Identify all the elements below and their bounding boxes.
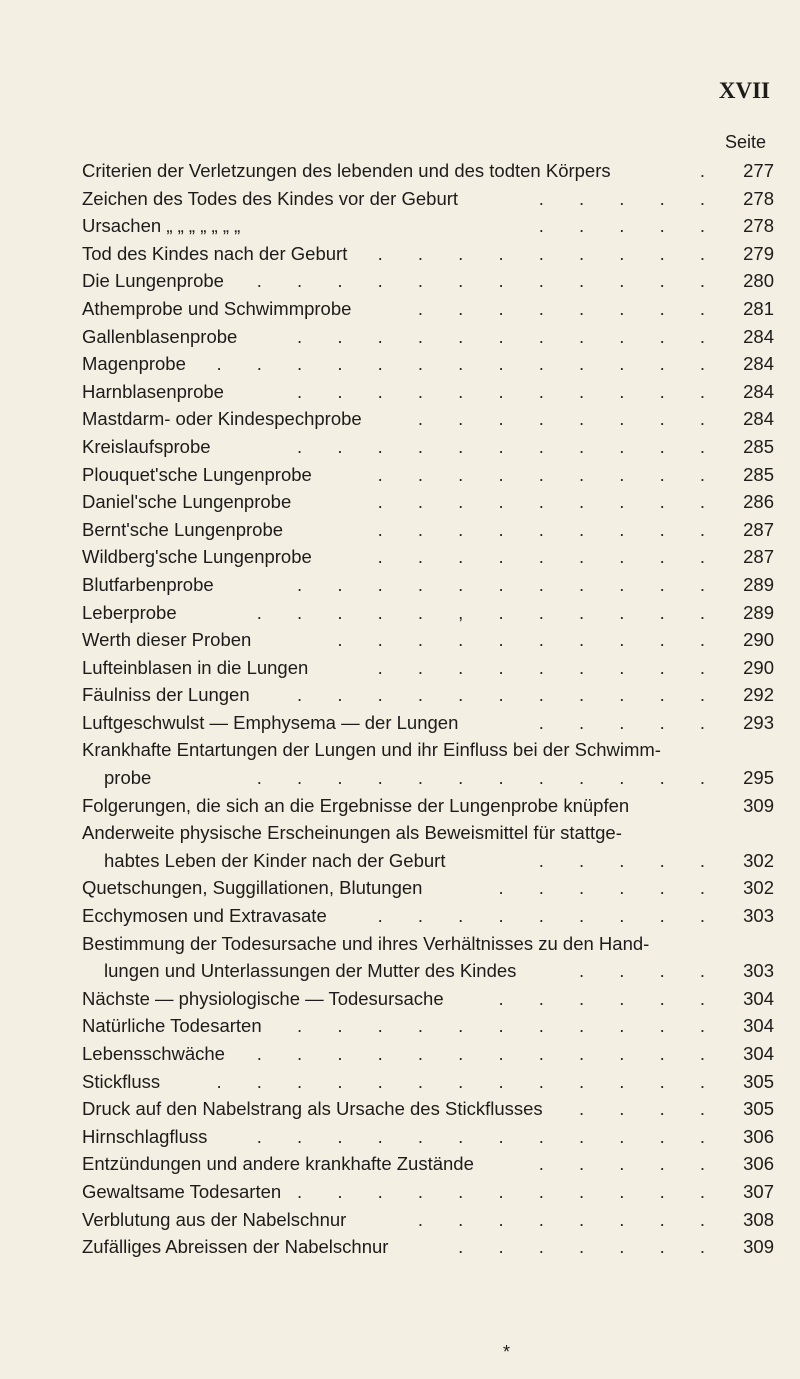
toc-entry xyxy=(82,985,774,1013)
toc-entry-page: 292 xyxy=(743,684,774,706)
toc-leader-dots: . . . . . xyxy=(538,187,720,209)
toc-entry-title: lungen und Unterlassungen der Mutter des Kindes xyxy=(104,960,517,982)
toc-entry xyxy=(82,323,774,351)
toc-entry-title: Magenprobe xyxy=(82,353,186,375)
toc-entry xyxy=(82,461,774,489)
toc-entry-title: Anderweite physische Erscheinungen als Beweismittel für stattge- xyxy=(82,822,622,844)
toc-entry-title: probe xyxy=(104,767,152,789)
toc-entry-title: Verblutung aus der Nabelschnur xyxy=(82,1208,347,1230)
toc-entry-page: 289 xyxy=(743,601,774,623)
toc-leader-dots: . . . . . xyxy=(538,849,720,871)
toc-entry-title: habtes Leben der Kinder nach der Geburt xyxy=(104,849,446,871)
toc-entry-title: Fäulniss der Lungen xyxy=(82,684,250,706)
toc-entry-title: Kreislaufsprobe xyxy=(82,435,211,457)
toc-leader-dots: . . . . . xyxy=(538,711,720,733)
toc-entry-title: Ursachen „ „ „ „ „ „ „ xyxy=(82,215,241,237)
toc-entry xyxy=(82,874,774,902)
toc-leader-dots: . . . . . . . . . xyxy=(377,656,720,678)
toc-entry xyxy=(82,516,774,544)
toc-entry-page: 293 xyxy=(743,711,774,733)
toc-leader-dots: . . . . . . . . . xyxy=(377,463,720,485)
toc-entry-title: Stickfluss xyxy=(82,1070,161,1092)
toc-leader-dots: . . . . xyxy=(579,1098,720,1120)
toc-entry xyxy=(82,681,774,709)
toc-entry-page: 308 xyxy=(743,1208,774,1230)
toc-entry xyxy=(82,378,774,406)
toc-leader-dots: . . . . xyxy=(579,960,720,982)
toc-leader-dots: . . . . . . . . . . . . . xyxy=(216,1070,720,1092)
toc-entry-page: 286 xyxy=(743,491,774,513)
toc-entry-title: Tod des Kindes nach der Geburt xyxy=(82,242,348,264)
toc-entry xyxy=(82,1233,774,1261)
toc-entry xyxy=(82,819,774,847)
toc-entry xyxy=(82,1206,774,1234)
table-of-contents xyxy=(82,157,774,1261)
toc-leader-dots: . . . . . . . . . . . xyxy=(297,380,720,402)
toc-entry-page: 295 xyxy=(743,767,774,789)
toc-leader-dots: . . . . . . . . . . . . xyxy=(256,1125,720,1147)
toc-entry xyxy=(82,1040,774,1068)
toc-leader-dots: . . . . . . . . xyxy=(417,408,720,430)
toc-entry-page: 278 xyxy=(743,215,774,237)
toc-entry xyxy=(82,902,774,930)
toc-entry-page: 284 xyxy=(743,408,774,430)
toc-entry-page: 309 xyxy=(743,1236,774,1258)
toc-entry-title: Quetschungen, Suggillationen, Blutungen xyxy=(82,877,423,899)
toc-entry-title: Hirnschlagfluss xyxy=(82,1125,208,1147)
toc-entry-page: 309 xyxy=(743,794,774,816)
toc-entry-page: 303 xyxy=(743,905,774,927)
toc-leader-dots: . . . . . . . . . . . xyxy=(297,684,720,706)
toc-entry-page: 303 xyxy=(743,960,774,982)
toc-entry-page: 290 xyxy=(743,656,774,678)
toc-entry xyxy=(82,599,774,627)
toc-leader-dots: . . . . . . . . . xyxy=(377,242,720,264)
toc-entry-page: 305 xyxy=(743,1070,774,1092)
toc-entry-title: Lufteinblasen in die Lungen xyxy=(82,656,309,678)
toc-leader-dots: . . . . . . . . xyxy=(417,1208,720,1230)
toc-entry-title: Zufälliges Abreissen der Nabelschnur xyxy=(82,1236,389,1258)
toc-entry xyxy=(82,736,774,764)
toc-entry-page: 279 xyxy=(743,242,774,264)
toc-leader-dots: . . . . . . . . . . . xyxy=(297,325,720,347)
toc-leader-dots: . . . . . . . . . . . xyxy=(297,573,720,595)
toc-entry-title: Blutfarbenprobe xyxy=(82,573,214,595)
toc-leader-dots: . . . . . , . . . . . . xyxy=(256,601,720,623)
toc-leader-dots: . xyxy=(699,160,720,181)
toc-leader-dots: . . . . . . . . . xyxy=(377,546,720,568)
toc-entry-page: 302 xyxy=(743,877,774,899)
toc-entry-title: Folgerungen, die sich an die Ergebnisse der Lungenprobe knüpfen xyxy=(82,794,630,816)
toc-entry-title: Gewaltsame Todesarten xyxy=(82,1180,282,1202)
toc-entry xyxy=(82,792,774,820)
toc-entry-page: 304 xyxy=(743,1043,774,1064)
toc-entry xyxy=(82,212,774,240)
toc-entry-title: Bernt'sche Lungenprobe xyxy=(82,518,284,540)
toc-leader-dots: . . . . . . . . . . . xyxy=(297,1180,720,1202)
toc-entry xyxy=(82,433,774,461)
toc-leader-dots: . . . . . . . . . . . . . xyxy=(216,353,720,375)
toc-leader-dots: . . . . . . . . . xyxy=(377,491,720,513)
toc-entry-title: Entzündungen und andere krankhafte Zustände xyxy=(82,1153,474,1175)
toc-entry-page: 304 xyxy=(743,1015,774,1037)
toc-leader-dots: . . . . . . . . . xyxy=(377,518,720,540)
toc-entry xyxy=(82,267,774,295)
toc-entry-title: Zeichen des Todes des Kindes vor der Geburt xyxy=(82,187,459,209)
toc-leader-dots: . . . . . . . . . xyxy=(377,905,720,927)
toc-leader-dots: . . . . . . . . . . . xyxy=(297,1015,720,1037)
toc-entry-title: Criterien der Verletzungen des lebenden und des todten Körpers xyxy=(82,160,611,181)
toc-entry xyxy=(82,295,774,323)
toc-entry xyxy=(82,1150,774,1178)
toc-entry xyxy=(82,957,774,985)
toc-entry-page: 304 xyxy=(743,987,774,1009)
toc-entry-page: 287 xyxy=(743,546,774,568)
toc-entry xyxy=(82,654,774,682)
toc-entry-page: 281 xyxy=(743,297,774,319)
toc-leader-dots: . . . . . . . . . . . . xyxy=(256,270,720,292)
toc-entry-title: Ecchymosen und Extravasate xyxy=(82,905,327,927)
toc-entry xyxy=(82,847,774,875)
toc-entry-page: 305 xyxy=(743,1098,774,1120)
toc-entry xyxy=(82,1095,774,1123)
toc-entry-title: Harnblasenprobe xyxy=(82,380,224,402)
toc-entry-page: 284 xyxy=(743,353,774,375)
page-column-header: Seite xyxy=(724,132,766,152)
toc-entry-title: Krankhafte Entartungen der Lungen und ihr Einfluss bei der Schwimm- xyxy=(82,739,661,761)
toc-entry-page: 280 xyxy=(743,270,774,292)
toc-entry xyxy=(82,1068,774,1096)
toc-entry-page: 290 xyxy=(743,629,774,651)
toc-entry xyxy=(82,1123,774,1151)
toc-entry-title: Plouquet'sche Lungenprobe xyxy=(82,463,312,485)
toc-entry-page: 306 xyxy=(743,1153,774,1175)
toc-entry-title: Daniel'sche Lungenprobe xyxy=(82,491,292,513)
toc-entry-title: Gallenblasenprobe xyxy=(82,325,238,347)
toc-entry xyxy=(82,930,774,958)
toc-entry-page: 307 xyxy=(743,1180,774,1202)
toc-entry-title: Leberprobe xyxy=(82,601,177,623)
toc-entry-page: 284 xyxy=(743,325,774,347)
toc-entry-title: Nächste — physiologische — Todesursache xyxy=(82,987,444,1009)
toc-entry xyxy=(82,571,774,599)
toc-entry-title: Athemprobe und Schwimmprobe xyxy=(82,297,352,319)
toc-entry-title: Wildberg'sche Lungenprobe xyxy=(82,546,312,568)
toc-entry xyxy=(82,1012,774,1040)
toc-entry xyxy=(82,488,774,516)
toc-entry-page: 278 xyxy=(743,187,774,209)
toc-entry xyxy=(82,543,774,571)
toc-entry-page: 289 xyxy=(743,573,774,595)
toc-entry-title: Natürliche Todesarten xyxy=(82,1015,262,1037)
toc-entry-title: Mastdarm- oder Kindespechprobe xyxy=(82,408,362,430)
toc-leader-dots: . . . . . . xyxy=(498,877,720,899)
toc-entry-page: 302 xyxy=(743,849,774,871)
toc-entry xyxy=(82,405,774,433)
toc-entry-title: Bestimmung der Todesursache und ihres Verhältnisses zu den Hand- xyxy=(82,932,650,954)
signature-mark: * xyxy=(503,1342,511,1362)
toc-entry xyxy=(82,626,774,654)
toc-leader-dots: . . . . . . xyxy=(498,987,720,1009)
toc-leader-dots: . . . . . . . . xyxy=(417,297,720,319)
toc-entry-page: 285 xyxy=(743,435,774,457)
toc-entry xyxy=(82,764,774,792)
toc-entry-page: 285 xyxy=(743,463,774,485)
toc-entry-title: Luftgeschwulst — Emphysema — der Lungen xyxy=(82,711,459,733)
toc-entry xyxy=(82,240,774,268)
toc-leader-dots: . . . . . . . . . . . . xyxy=(256,1043,720,1064)
toc-entry-page: 287 xyxy=(743,518,774,540)
toc-entry xyxy=(82,1178,774,1206)
toc-leader-dots: . . . . . . . . . . . xyxy=(297,435,720,457)
toc-leader-dots: . . . . . . . xyxy=(458,1236,720,1258)
toc-entry-page: 277 xyxy=(743,160,774,181)
toc-entry xyxy=(82,157,774,185)
toc-entry-title: Lebensschwäche xyxy=(82,1043,225,1064)
toc-entry-page: 306 xyxy=(743,1125,774,1147)
toc-entry-title: Werth dieser Proben xyxy=(82,629,252,651)
toc-leader-dots: . . . . . . . . . . xyxy=(337,629,720,651)
toc-leader-dots: . . . . . xyxy=(538,1153,720,1175)
toc-entry-page: 284 xyxy=(743,380,774,402)
toc-entry xyxy=(82,185,774,213)
toc-leader-dots: . . . . . . . . . . . . xyxy=(256,767,720,789)
toc-entry xyxy=(82,709,774,737)
toc-entry-title: Die Lungenprobe xyxy=(82,270,224,292)
toc-leader-dots: . . . . . xyxy=(538,215,720,237)
toc-entry-title: Druck auf den Nabelstrang als Ursache des Stickflusses xyxy=(82,1098,543,1120)
page-number: XVII xyxy=(718,78,770,103)
toc-entry xyxy=(82,350,774,378)
